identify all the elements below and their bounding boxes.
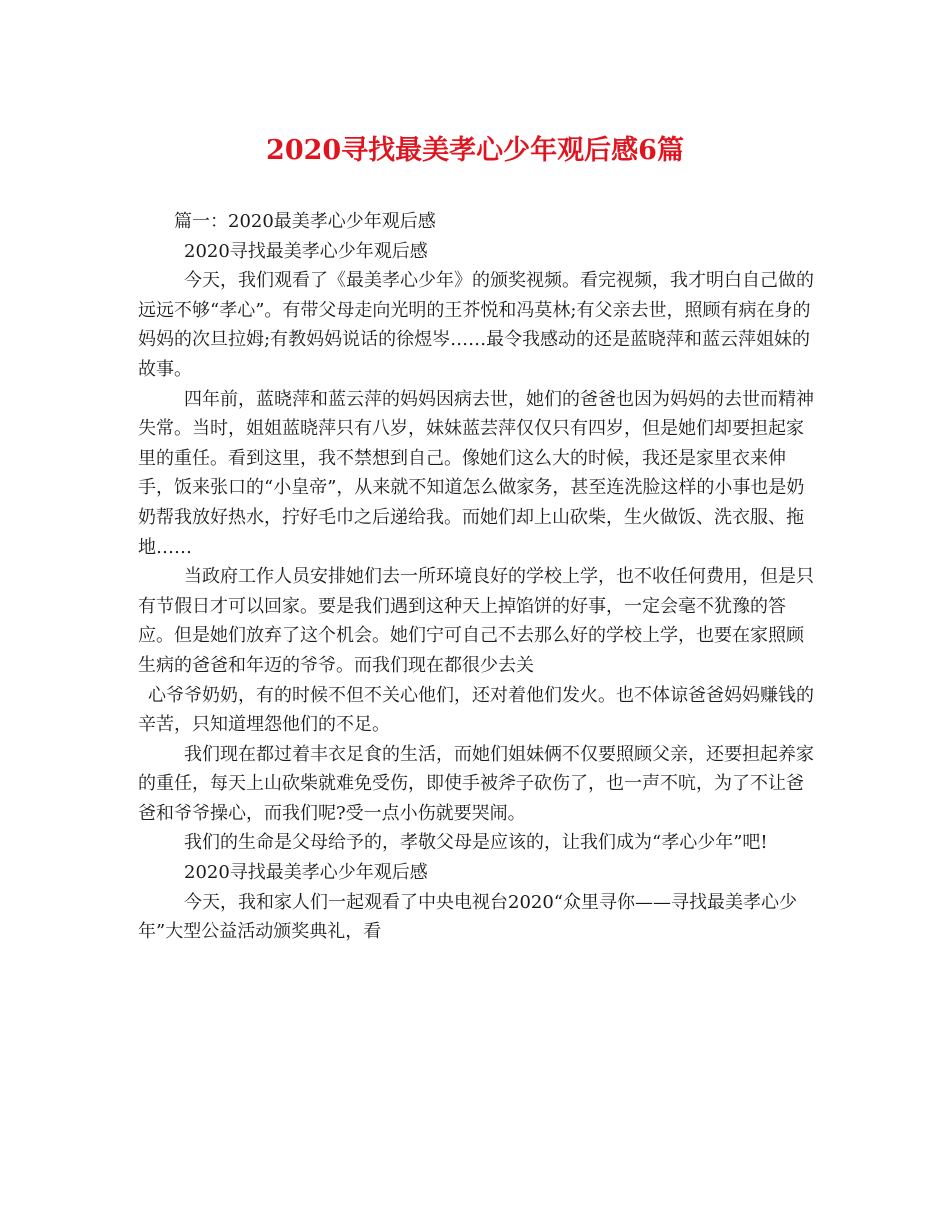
- subheading: 2020寻找最美孝心少年观后感: [184, 862, 428, 884]
- paragraph: 我们现在都过着丰衣足食的生活，而她们姐妹俩不仅要照顾父亲，还要担起养家的重任，每天上山砍柴就难免受伤，即使手被斧子砍伤了，也一声不吭，为了不让爸爸和爷爷操心，而我们呢?受一点小伤就要哭闹。: [138, 743, 814, 824]
- paragraph: 今天，我们观看了《最美孝心少年》的颁奖视频。看完视频，我才明白自己做的远远不够“孝心”。有带父母走向光明的王芥悦和冯莫林;有父亲去世，照顾有病在身的妈妈的次旦拉姆;有教妈妈说话的徐煜岑……最令我感动的还是蓝晓萍和蓝云萍姐妹的故事。: [138, 270, 814, 380]
- paragraph: 当政府工作人员安排她们去一所环境良好的学校上学，也不收任何费用，但是只有节假日才可以回家。要是我们遇到这种天上掉馅饼的好事，一定会毫不犹豫的答应。但是她们放弃了这个机会。她们宁可自己不去那么好的学校上学，也要在家照顾生病的爸爸和年迈的爷爷。而我们现在都很少去关: [138, 566, 814, 676]
- document-body: [138, 207, 818, 947]
- section-heading: 篇一：2020最美孝心少年观后感: [174, 211, 436, 232]
- paragraph: 心爷爷奶奶，有的时候不但不关心他们，还对着他们发火。也不体谅爸爸妈妈赚钱的辛苦，只知道埋怨他们的不足。: [138, 684, 814, 736]
- paragraph: 今天，我和家人们一起观看了中央电视台2020“众里寻你——寻找最美孝心少年”大型公益活动颁奖典礼，看: [138, 891, 798, 943]
- subheading: 2020寻找最美孝心少年观后感: [184, 240, 428, 262]
- document-title: 2020寻找最美孝心少年观后感6篇: [266, 135, 684, 166]
- paragraph: 四年前，蓝晓萍和蓝云萍的妈妈因病去世，她们的爸爸也因为妈妈的去世而精神失常。当时，姐姐蓝晓萍只有八岁，妹妹蓝芸萍仅仅只有四岁，但是她们却要担起家里的重任。看到这里，我不禁想到自己。像她们这么大的时候，我还是家里衣来伸手，饭来张口的“小皇帝”，从来就不知道怎么做家务，甚至连洗脸这样的小事也是奶奶帮我放好热水，拧好毛巾之后递给我。而她们却上山砍柴，生火做饭、洗衣服、拖地……: [138, 388, 814, 558]
- paragraph: 我们的生命是父母给予的，孝敬父母是应该的，让我们成为“孝心少年”吧!: [184, 832, 768, 854]
